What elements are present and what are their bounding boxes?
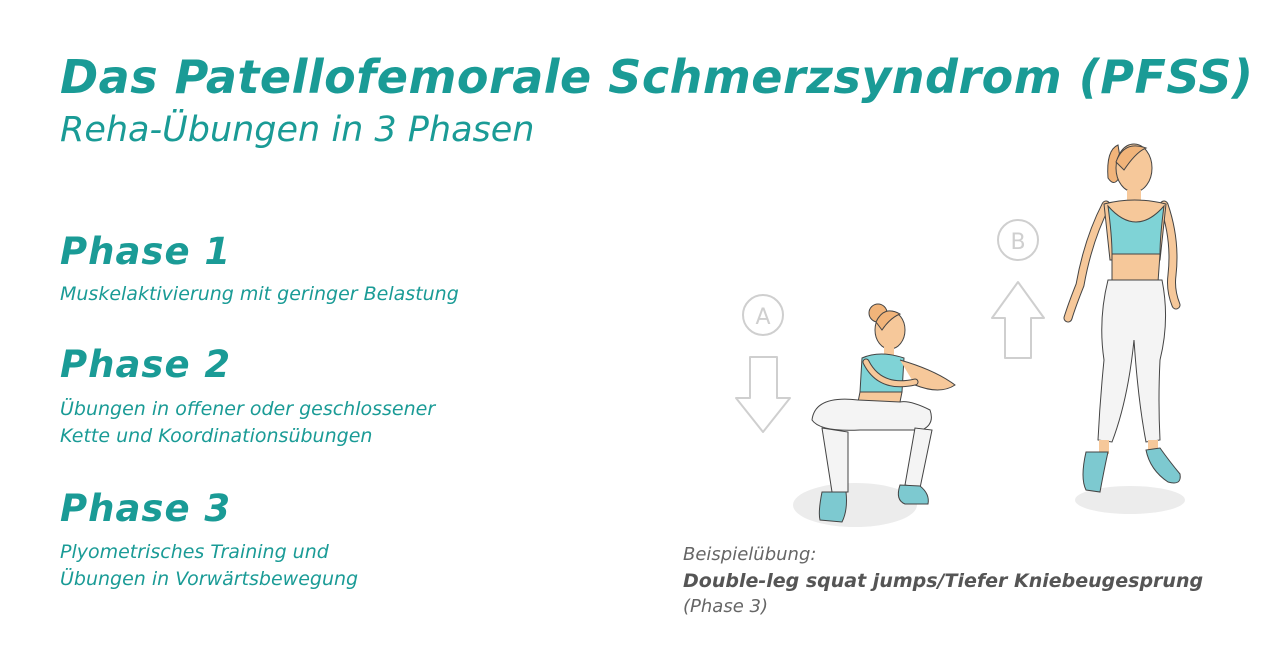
jumping-woman-figure — [1068, 144, 1185, 514]
phase-2-line-2: Kette und Koordinationsübungen — [60, 425, 373, 447]
up-arrow-icon — [992, 282, 1044, 358]
phase-3-line-2: Übungen in Vorwärtsbewegung — [60, 568, 359, 590]
phase-1-description — [60, 281, 459, 308]
squatting-woman-figure — [793, 304, 955, 527]
example-caption — [683, 542, 1203, 620]
squat-jump-illustration — [700, 130, 1260, 540]
phase-3-line-1: Plyometrisches Training und — [60, 541, 329, 563]
phase-2-description — [60, 396, 435, 450]
caption-exercise-name: Double-leg squat jumps/Tiefer Kniebeugesprung — [683, 570, 1204, 592]
phase-1-line-1: Muskelaktivierung mit geringer Belastung — [60, 283, 459, 305]
label-b-badge — [998, 220, 1038, 260]
phase-3-title: Phase 3 — [60, 487, 232, 530]
page-subtitle: Reha-Übungen in 3 Phasen — [60, 110, 535, 150]
phase-1-title: Phase 1 — [60, 230, 232, 273]
page-title: Das Patellofemorale Schmerzsyndrom (PFSS) — [60, 50, 1254, 104]
label-a: A — [755, 305, 771, 330]
phase-2-line-1: Übungen in offener oder geschlossener — [60, 398, 436, 420]
label-b: B — [1010, 230, 1026, 255]
phase-2-title: Phase 2 — [60, 343, 232, 386]
phase-3-description — [60, 539, 358, 593]
down-arrow-icon — [736, 357, 790, 432]
caption-phase: (Phase 3) — [683, 596, 768, 617]
label-a-badge — [743, 295, 783, 335]
caption-intro: Beispielübung: — [683, 544, 817, 565]
